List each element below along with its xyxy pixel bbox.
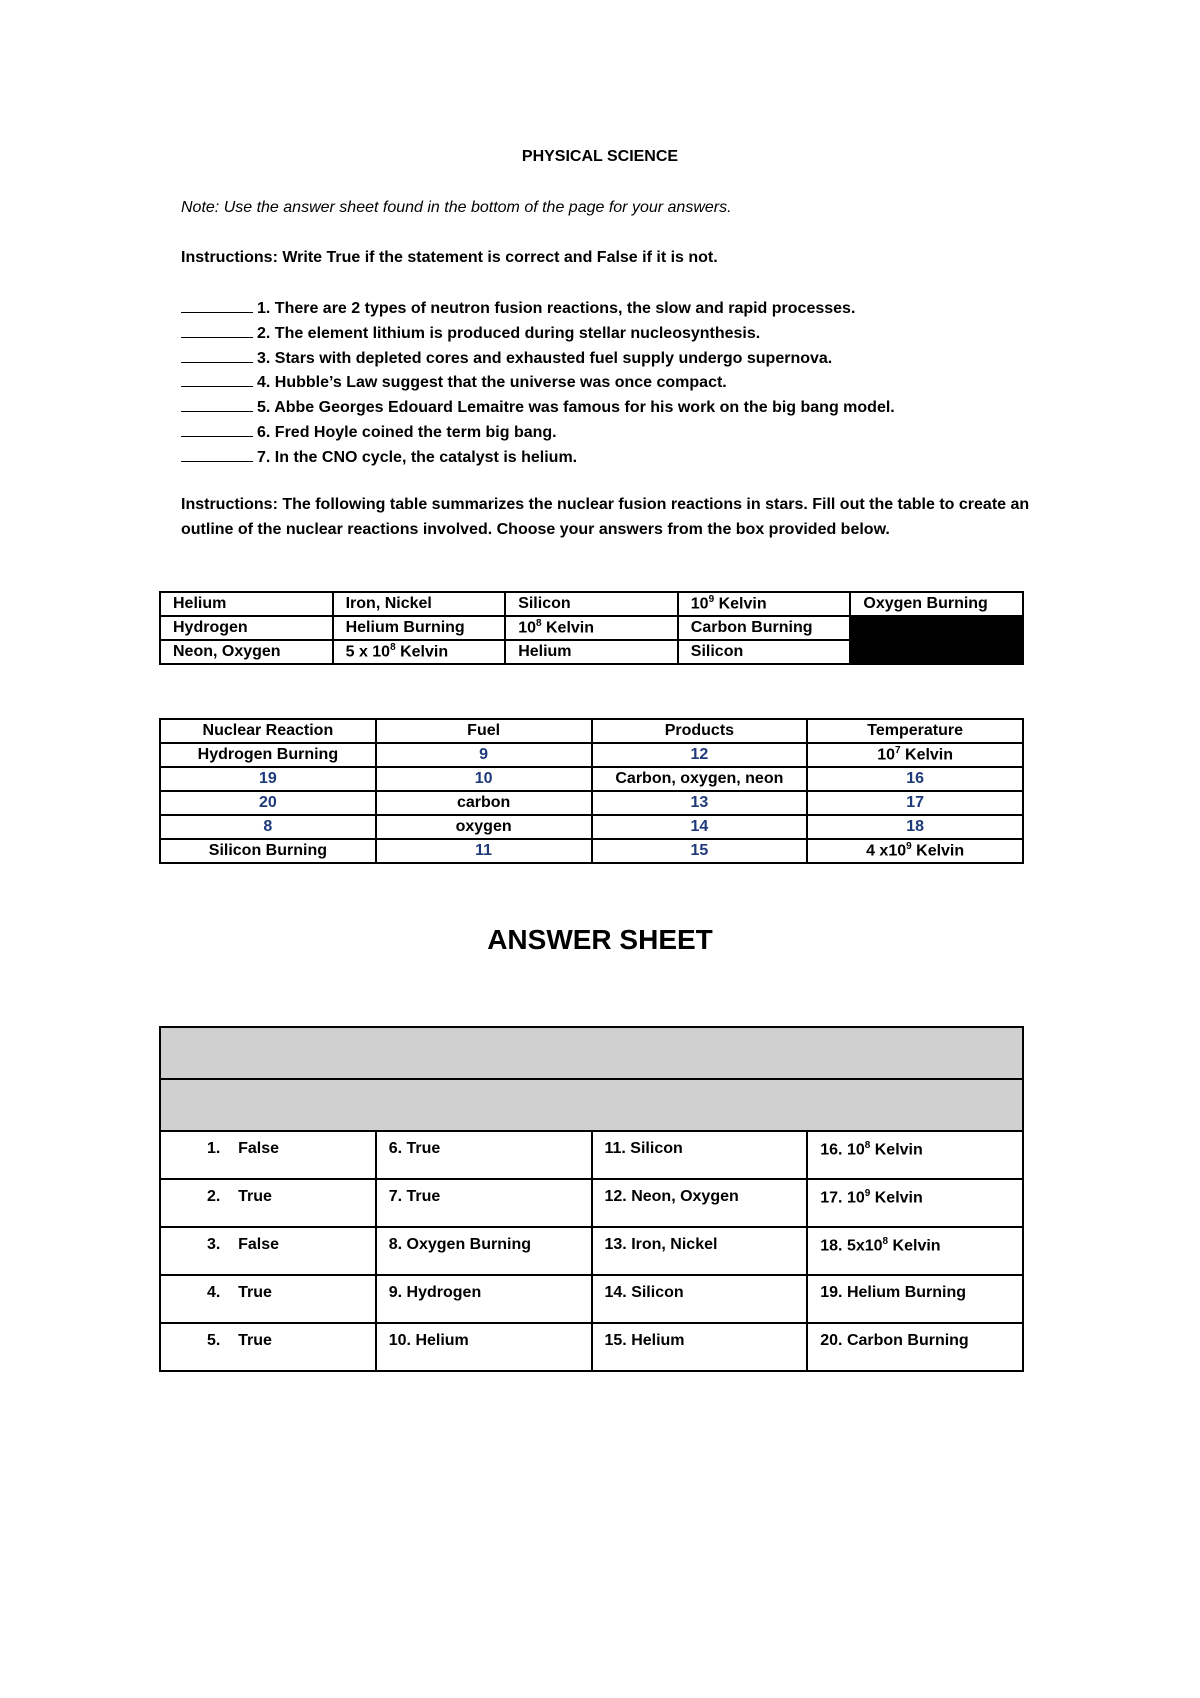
choice-cell: Silicon: [505, 592, 678, 616]
answer-sheet-table: [159, 1026, 1024, 1372]
answer-cell[interactable]: 10. Helium: [376, 1323, 592, 1371]
note-text: Note: Use the answer sheet found in the bottom of the page for your answers.: [181, 199, 732, 216]
answer-header-row: [160, 1027, 1023, 1079]
choice-cell: Iron, Nickel: [333, 592, 506, 616]
table-cell: 17: [807, 791, 1023, 815]
answer-cell[interactable]: 4. True: [160, 1275, 376, 1323]
table-row: [160, 791, 1023, 815]
answer-cell[interactable]: 3. False: [160, 1227, 376, 1275]
column-header: Fuel: [376, 719, 592, 743]
answer-cell[interactable]: 2. True: [160, 1179, 376, 1227]
statement-item: 6. Fred Hoyle coined the term big bang.: [181, 421, 895, 446]
answer-cell[interactable]: 11. Silicon: [592, 1131, 808, 1179]
statement-item: 4. Hubble’s Law suggest that the universe was once compact.: [181, 371, 895, 396]
table-cell: 11: [376, 839, 592, 863]
answer-cell[interactable]: 18. $5x10^8$ Kelvin: [807, 1227, 1023, 1275]
answer-cell[interactable]: 7. True: [376, 1179, 592, 1227]
answer-blank[interactable]: [181, 323, 253, 338]
answer-cell[interactable]: 15. Helium: [592, 1323, 808, 1371]
table-cell: $10^7$ Kelvin: [807, 743, 1023, 767]
table-cell: 18: [807, 815, 1023, 839]
statement-item: 7. In the CNO cycle, the catalyst is helium.: [181, 446, 895, 471]
table-row: [160, 592, 1023, 616]
shaded-header-cell: [160, 1079, 1023, 1131]
statement-list: [181, 297, 895, 471]
choice-cell: Hydrogen: [160, 616, 333, 640]
table-cell: 9: [376, 743, 592, 767]
page-title: PHYSICAL SCIENCE: [521, 148, 679, 165]
choice-cell: Carbon Burning: [678, 616, 851, 640]
table-cell: 4 $x10^9$ Kelvin: [807, 839, 1023, 863]
answer-cell[interactable]: 20. Carbon Burning: [807, 1323, 1023, 1371]
choice-cell: $10^8$ Kelvin: [505, 616, 678, 640]
table-cell: Hydrogen Burning: [160, 743, 376, 767]
column-header: Temperature: [807, 719, 1023, 743]
table-cell: 13: [592, 791, 808, 815]
answer-sheet-title: ANSWER SHEET: [487, 924, 713, 955]
choice-cell: Oxygen Burning: [850, 592, 1023, 616]
blacked-out-cell: [850, 616, 1023, 664]
instructions-true-false: Instructions: Write True if the statement is correct and False if it is not.: [181, 249, 718, 266]
table-row: [160, 743, 1023, 767]
table-cell: 14: [592, 815, 808, 839]
table-row: [160, 1131, 1023, 1179]
answer-cell[interactable]: 9. Hydrogen: [376, 1275, 592, 1323]
table-cell: carbon: [376, 791, 592, 815]
answer-cell[interactable]: 12. Neon, Oxygen: [592, 1179, 808, 1227]
column-header: Nuclear Reaction: [160, 719, 376, 743]
table-cell: 20: [160, 791, 376, 815]
answer-blank[interactable]: [181, 298, 253, 313]
choice-cell: $10^9$ Kelvin: [678, 592, 851, 616]
choice-cell: Neon, Oxygen: [160, 640, 333, 664]
answer-cell[interactable]: 14. Silicon: [592, 1275, 808, 1323]
answer-blank[interactable]: [181, 372, 253, 387]
statement-item: 2. The element lithium is produced during stellar nucleosynthesis.: [181, 322, 895, 347]
table-row: [160, 815, 1023, 839]
shaded-header-cell: [160, 1027, 1023, 1079]
answer-cell[interactable]: 13. Iron, Nickel: [592, 1227, 808, 1275]
nuclear-reactions-table: [159, 718, 1024, 864]
choice-cell: Helium: [160, 592, 333, 616]
table-row: [160, 1323, 1023, 1371]
table-row: [160, 616, 1023, 640]
table-cell: Silicon Burning: [160, 839, 376, 863]
statement-item: 3. Stars with depleted cores and exhausted fuel supply undergo supernova.: [181, 347, 895, 372]
answer-cell[interactable]: 17. $10^9$ Kelvin: [807, 1179, 1023, 1227]
statement-item: 5. Abbe Georges Edouard Lemaitre was famous for his work on the big bang model.: [181, 396, 895, 421]
table-row: [160, 1227, 1023, 1275]
answer-cell[interactable]: 1. False: [160, 1131, 376, 1179]
answer-cell[interactable]: 5. True: [160, 1323, 376, 1371]
answer-blank[interactable]: [181, 447, 253, 462]
table-row: [160, 839, 1023, 863]
answer-cell[interactable]: 6. True: [376, 1131, 592, 1179]
answer-cell[interactable]: 19. Helium Burning: [807, 1275, 1023, 1323]
answer-cell[interactable]: 16. $10^8$ Kelvin: [807, 1131, 1023, 1179]
answer-blank[interactable]: [181, 422, 253, 437]
answer-blank[interactable]: [181, 397, 253, 412]
table-cell: oxygen: [376, 815, 592, 839]
table-cell: 15: [592, 839, 808, 863]
table-cell: 10: [376, 767, 592, 791]
choice-cell: Silicon: [678, 640, 851, 664]
choice-cell: Helium Burning: [333, 616, 506, 640]
table-cell: 12: [592, 743, 808, 767]
table-cell: 16: [807, 767, 1023, 791]
choice-cell: Helium: [505, 640, 678, 664]
table-row: [160, 767, 1023, 791]
choice-cell: 5 x $10^8$ Kelvin: [333, 640, 506, 664]
answer-cell[interactable]: 8. Oxygen Burning: [376, 1227, 592, 1275]
instructions-table: Instructions: The following table summarizes the nuclear fusion reactions in stars. Fill out the table to create an outline of the nuclear reactions involved. Choose your answers from the box provided below.: [181, 496, 1030, 538]
table-cell: 8: [160, 815, 376, 839]
column-header: Products: [592, 719, 808, 743]
table-row: [160, 1179, 1023, 1227]
statement-item: 1. There are 2 types of neutron fusion reactions, the slow and rapid processes.: [181, 297, 895, 322]
table-header-row: [160, 719, 1023, 743]
choices-box: [159, 591, 1024, 665]
table-cell: 19: [160, 767, 376, 791]
answer-blank[interactable]: [181, 348, 253, 363]
table-row: [160, 1275, 1023, 1323]
table-cell: Carbon, oxygen, neon: [592, 767, 808, 791]
answer-header-row: [160, 1079, 1023, 1131]
